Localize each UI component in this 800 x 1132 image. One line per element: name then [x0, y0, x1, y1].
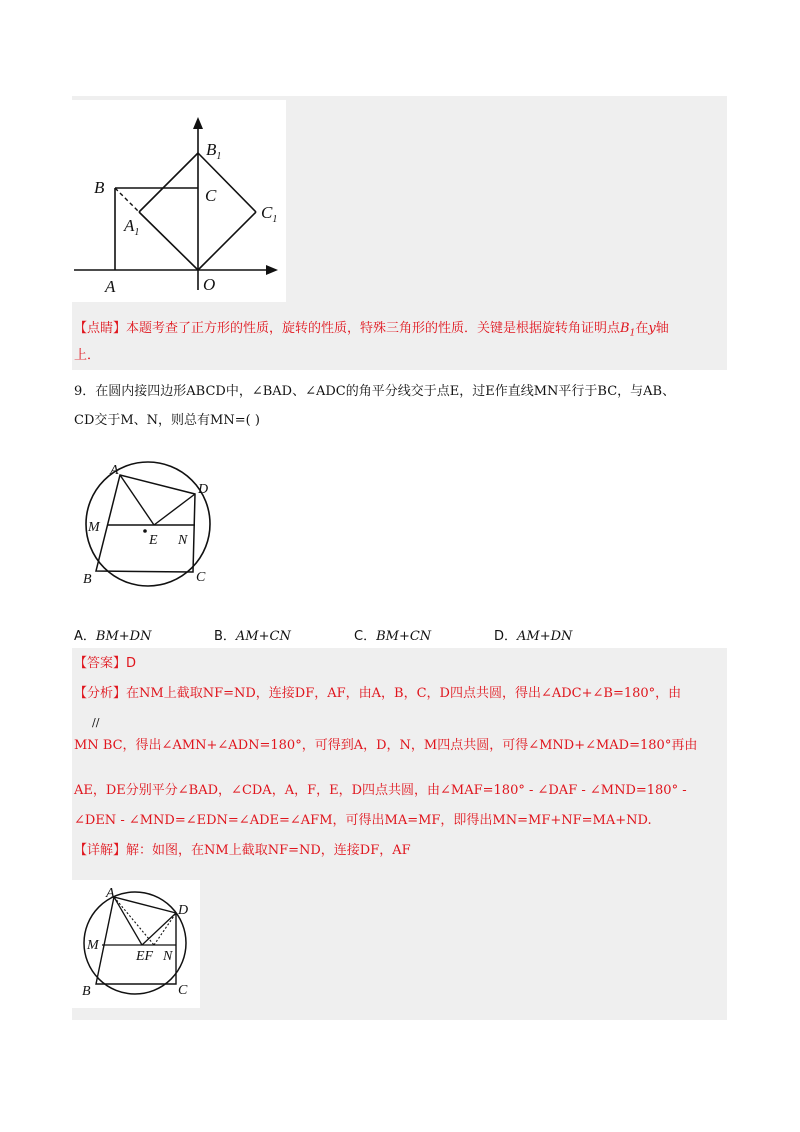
label-c: C: [196, 570, 206, 585]
option-b[interactable]: B．AM+CN: [214, 629, 291, 644]
cyclic-quad-figure: [74, 452, 224, 592]
label-m: M: [88, 520, 100, 535]
label-a: A: [105, 277, 116, 296]
label-a1: $A_1$: [124, 216, 140, 238]
label-b: B: [94, 178, 105, 197]
label-ef: EF: [136, 949, 154, 964]
analysis-line-1: 【分析】在NM上截取NF=ND，连接DF，AF，由A，B，C，D四点共圆，得出∠ADC+∠B=180°，由: [74, 686, 682, 701]
detail-line: 【详解】解：如图，在NM上截取NF=ND，连接DF，AF: [74, 843, 411, 858]
label-a: A: [110, 463, 119, 478]
question-line-1: 9．在圆内接四边形ABCD中，∠BAD、∠ADC的角平分线交于点E，过E作直线MN平行于BC，与AB、: [74, 384, 676, 399]
label-n: N: [163, 949, 173, 964]
option-d[interactable]: D．AM+DN: [494, 629, 573, 644]
parallel-symbol: //: [92, 716, 100, 729]
label-n: N: [178, 533, 188, 548]
analysis-line-2: MN BC，得出∠AMN+∠ADN=180°，可得到A，D，N，M四点共圆，可得∠MND+∠MAD=180°再由: [74, 738, 698, 753]
rotation-figure: [72, 100, 286, 302]
label-m: M: [87, 938, 99, 953]
question-line-2: CD交于M、N，则总有MN=( ): [74, 413, 260, 428]
label-c1: $C_1$: [261, 203, 278, 225]
analysis-line-3: AE，DE分别平分∠BAD，∠CDA，A，F，E，D四点共圆，由∠MAF=180° - ∠DAF - ∠MND=180° -: [74, 783, 687, 798]
label-d: D: [198, 482, 209, 497]
label-b: B: [83, 572, 92, 587]
comment-line-1: 【点睛】本题考查了正方形的性质，旋转的性质，特殊三角形的性质．关键是根据旋转角证明点$B_1$在y轴: [74, 321, 669, 339]
option-c[interactable]: C．BM+CN: [354, 629, 432, 644]
option-a[interactable]: A．BM+DN: [74, 629, 152, 644]
analysis-line-4: ∠DEN - ∠MND=∠EDN=∠ADE=∠AFM，可得出MA=MF，即得出MN=MF+NF=MA+ND.: [74, 813, 652, 828]
label-b1: $B_1$: [206, 140, 222, 162]
comment-line-2: 上．: [74, 348, 101, 363]
answer-line: 【答案】D: [74, 656, 137, 671]
label-b: B: [82, 984, 91, 999]
label-c: C: [205, 186, 217, 205]
label-c: C: [178, 983, 188, 998]
label-o: O: [203, 275, 216, 294]
label-d: D: [178, 903, 189, 918]
label-a: A: [106, 886, 115, 901]
label-e: E: [149, 533, 158, 548]
detail-figure: [72, 880, 200, 1008]
